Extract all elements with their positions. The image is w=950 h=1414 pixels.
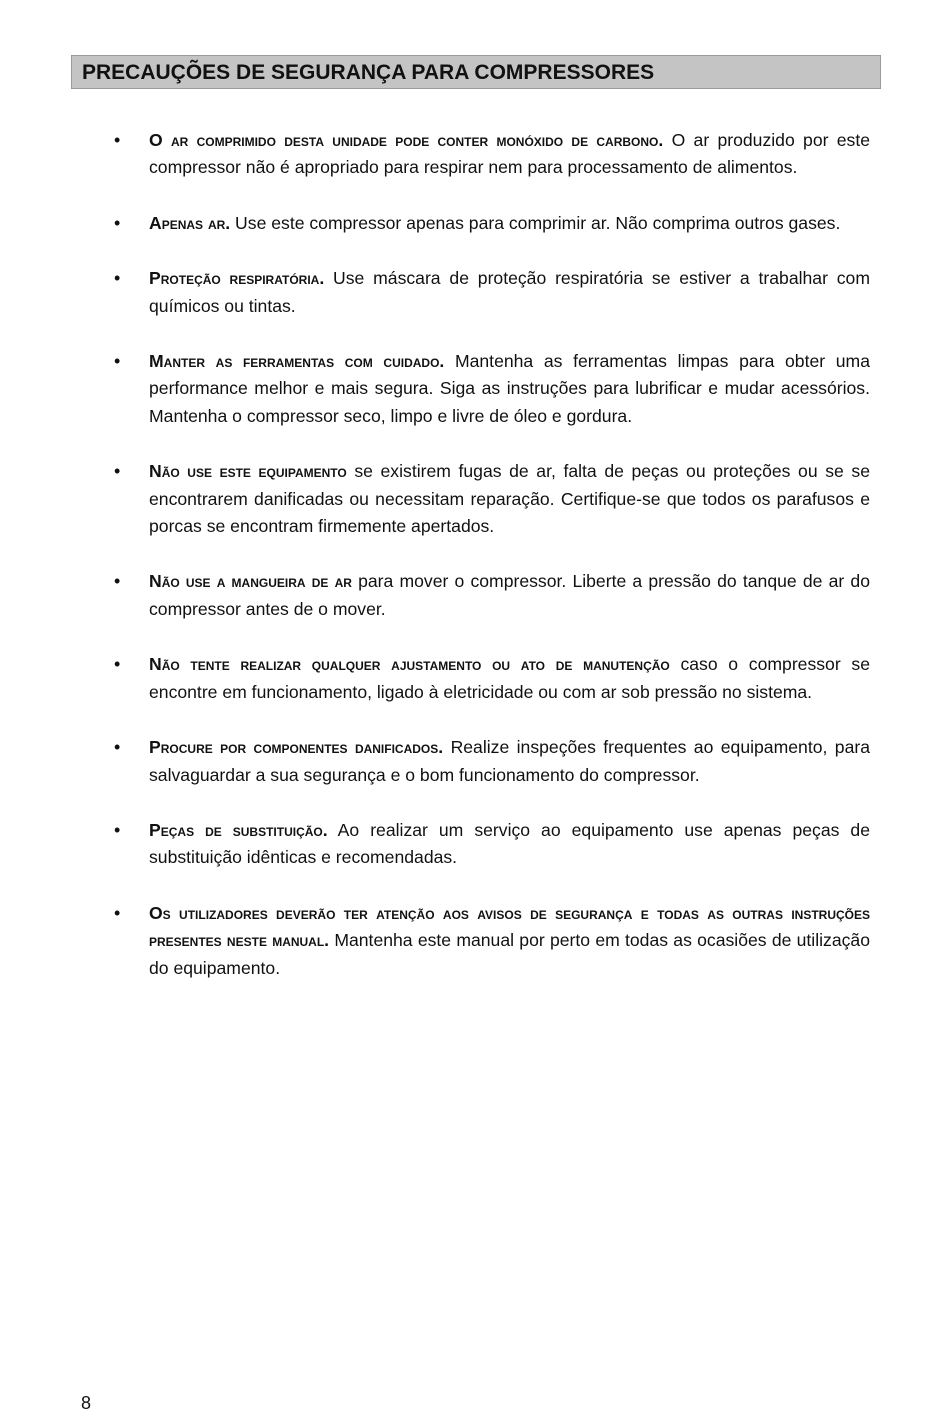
item-lead: Não tente realizar qualquer ajustamento ou ato de manutenção — [149, 654, 670, 675]
bullet-icon: • — [114, 819, 121, 840]
item-text: Mantenha as ferramentas limpas para obter uma performance melhor e mais segura. Siga as instruções para lubrificar e mudar acessórios. Mantenha o compressor seco, limpo e livre de óleo e gordura. — [149, 351, 870, 426]
bullet-icon: • — [114, 268, 121, 289]
section-header-bar — [71, 55, 881, 89]
item-text: caso o compressor se encontre em funcionamento, ligado à eletricidade ou com ar sob pressão no sistema. — [149, 654, 870, 702]
item-lead: Manter as ferramentas com cuidado. — [149, 351, 445, 372]
item-text: Realize inspeções frequentes ao equipamento, para salvaguardar a sua segurança e o bom funcionamento do compressor. — [149, 737, 870, 785]
item-lead: Não use este equipamento — [149, 461, 347, 482]
page-number: 8 — [81, 1393, 92, 1413]
bullet-icon: • — [114, 212, 121, 233]
item-lead: Os utilizadores deverão ter atenção aos avisos de segurança e todas as outras instruções presentes neste manual. — [149, 902, 870, 951]
item-text: Use este compressor apenas para comprimir ar. Não comprima outros gases. — [230, 212, 841, 233]
page-title: PRECAUÇÕES DE SEGURANÇA PARA COMPRESSORES — [82, 61, 655, 84]
bullet-icon: • — [114, 351, 121, 372]
item-lead: Proteção respiratória. — [149, 268, 325, 289]
item-lead: Peças de substituição. — [149, 819, 328, 840]
item-lead: Procure por componentes danificados. — [149, 737, 444, 758]
item-text: Mantenha este manual por perto em todas as ocasiões de utilização do equipamento. — [149, 930, 870, 978]
bullet-icon: • — [114, 461, 121, 482]
item-text: para mover o compressor. Liberte a pressão do tanque de ar do compressor antes de o mover. — [149, 571, 870, 619]
item-lead: Não use a mangueira de ar — [149, 571, 352, 592]
list-item — [110, 348, 870, 430]
bullet-icon: • — [114, 654, 121, 675]
item-text: O ar produzido por este compressor não é apropriado para respirar nem para processamento de alimentos. — [149, 130, 870, 178]
item-text: Use máscara de proteção respiratória se estiver a trabalhar com químicos ou tintas. — [149, 268, 870, 316]
item-text: se existirem fugas de ar, falta de peças ou proteções ou se se encontrarem danificadas ou necessitam reparação. Certifique-se que todos os parafusos e porcas se encontram firmemente apertados. — [149, 461, 870, 537]
list-item — [110, 458, 870, 540]
list-item — [110, 817, 870, 872]
list-item — [110, 734, 870, 789]
safety-precautions-list — [110, 127, 870, 1010]
bullet-icon: • — [114, 737, 121, 758]
item-lead: O ar comprimido desta unidade pode conter monóxido de carbono. — [149, 130, 664, 150]
list-item — [110, 265, 870, 320]
list-item — [110, 568, 870, 623]
list-item — [110, 127, 870, 182]
bullet-icon: • — [114, 130, 121, 150]
list-item — [110, 210, 870, 237]
bullet-icon: • — [114, 571, 121, 592]
list-item — [110, 651, 870, 706]
list-item — [110, 900, 870, 982]
item-text: Ao realizar um serviço ao equipamento use apenas peças de substituição idênticas e recomendadas. — [149, 819, 870, 868]
item-lead: Apenas ar. — [149, 212, 231, 233]
bullet-icon: • — [114, 902, 121, 923]
